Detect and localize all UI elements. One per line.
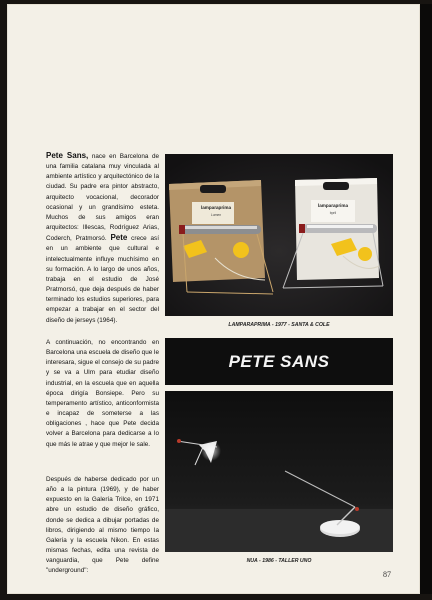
paragraph-intro: [46, 151, 159, 326]
banner-title: PETE SANS: [228, 351, 330, 371]
lamp-left-label: lamparaprima: [200, 205, 232, 210]
paragraph-text: nace en Barcelona de una familia catalana muy vinculada al ambiente artístico y arquitectónico de la ciudad. Su padre era pintor abstracto, arquitecto vocacional, decorador ocasional y un grandísimo esteta. Muchos de sus amigos eran arquitectos: Illescas, Rodríguez Arias, Coderch, Pratmorsó.: [46, 153, 160, 243]
lamp-right-label-sub: bpril: [329, 211, 337, 215]
paragraph-text: crece así en un ambiente que cultural e intelectualmente influye muchísimo en su formación. A lo largo de unos años, trabaja en el estudio de José Pratmorsó, que deja después de haber terminado los estudios superiores, para empezar a trabajar en el sector del diseño de jerseys (1964).: [46, 235, 159, 324]
lamp-left-illustration: [169, 180, 273, 294]
photo-nua-lamp: [165, 391, 393, 552]
page-number: 87: [383, 570, 391, 579]
caption-nua: NUA - 1986 - TALLER UNO: [246, 558, 312, 564]
lamp-right-label: lamparaprima: [317, 203, 349, 208]
paragraph-ulm: A continuación, no encontrando en Barcelona una escuela de diseño que le interesara, sigue el consejo de su padre y se va a Ulm para etudiar diseño industrial, en la escuela que en aquella época dirigía Bonsiepe. Pero su temperamento artístico, anticonformista e incapaz de someterse a las obligaciones , hace que Pete decida volver a Barcelona para dedicarse a lo que más le atrae y que mejor le sale.: [46, 339, 159, 448]
name-bold: Pete: [110, 233, 128, 243]
name-bold: Pete Sans,: [46, 151, 89, 160]
page-edge-tab: [420, 4, 432, 594]
lamp-left-label-sub: Lumen: [210, 213, 222, 217]
paragraph-gallery: Después de haberse dedicado por un año a la pintura (1969), y de haber expuesto en la Galería Trilce, en 1971 abre un estudio de diseño gráfico, donde se dedica a dibujar portadas de libros, dirigiendo al mismo tiempo la Galería y la escuela Nikon. En estas mismas fechas, edita una revista de vanguardia, que Pete define "underground":: [46, 476, 159, 575]
photo-lamparaprima: [165, 154, 393, 316]
caption-lamparaprima: LAMPARAPRIMA - 1977 - SANTA & COLE: [228, 322, 330, 328]
lamp-right-illustration: [283, 178, 383, 288]
title-banner: [165, 338, 393, 385]
